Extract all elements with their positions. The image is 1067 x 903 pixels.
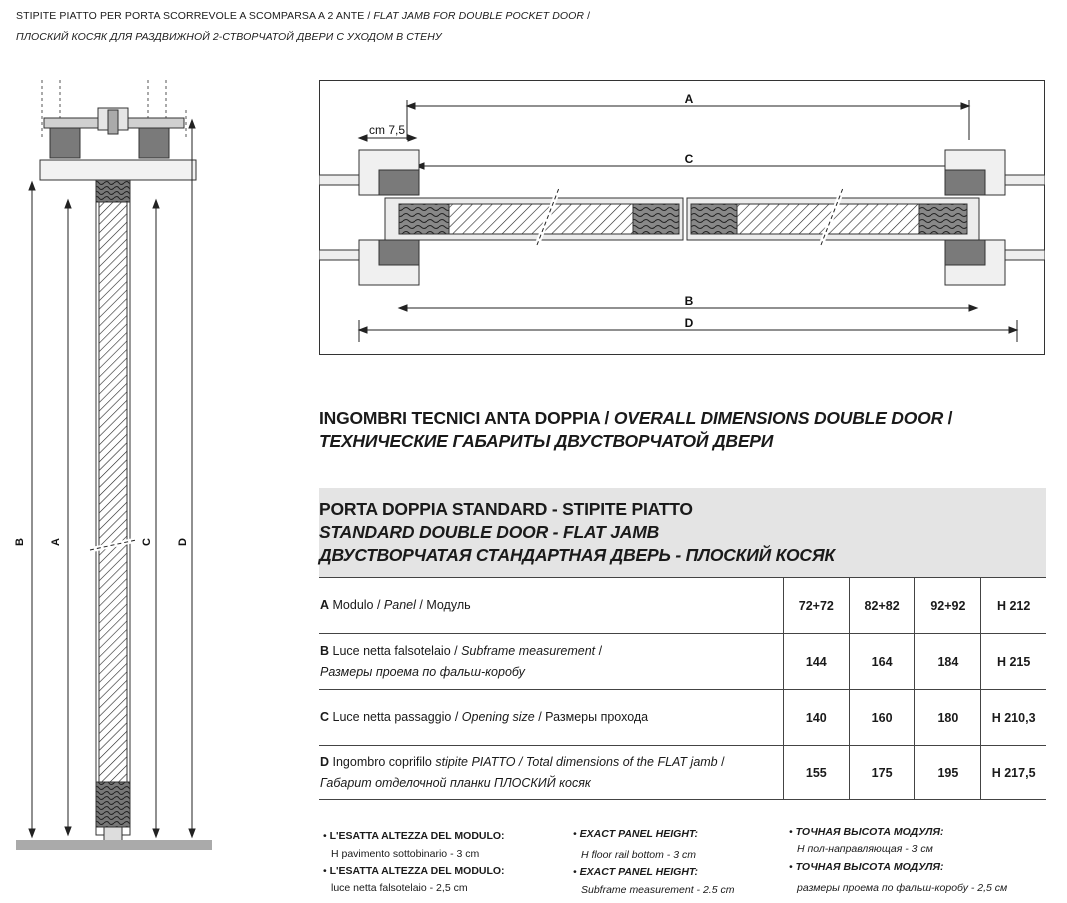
cell-value: 144 — [783, 634, 849, 690]
note-en-2-text: Subframe measurement - 2.5 cm — [581, 884, 735, 896]
table-heading — [319, 488, 1046, 577]
cell-value: H 210,3 — [981, 690, 1046, 746]
table-heading-ru: ДВУСТВОРЧАТАЯ СТАНДАРТНАЯ ДВЕРЬ - ПЛОСКИЙ КОСЯК — [319, 545, 835, 565]
cell-value: 195 — [915, 746, 981, 800]
cell-value: 164 — [849, 634, 915, 690]
dimensions-table — [319, 577, 1046, 800]
cell-value: H 215 — [981, 634, 1046, 690]
section-dim-b: B — [14, 538, 26, 546]
note-en-2-title: • EXACT PANEL HEIGHT: — [573, 866, 699, 878]
note-it-2-text: luce netta falsotelaio - 2,5 cm — [331, 882, 468, 894]
table-row — [319, 578, 1046, 634]
table-heading-it: PORTA DOPPIA STANDARD - STIPITE PIATTO — [319, 499, 693, 519]
note-en-1-text: H floor rail bottom - 3 cm — [581, 849, 696, 861]
cell-value: 160 — [849, 690, 915, 746]
cell-value: H 212 — [981, 578, 1046, 634]
panel-core-top — [96, 180, 130, 202]
cell-value: 72+72 — [783, 578, 849, 634]
bottom-guide — [104, 827, 122, 841]
header-it: STIPITE PIATTO PER PORTA SCORREVOLE A SCOMPARSA A 2 ANTE — [16, 10, 365, 22]
plan-offset-label: cm 7,5 — [369, 123, 406, 137]
section-dim-d: D — [177, 538, 189, 546]
row-label: B Luce netta falsotelaio / Subframe measurement / Размеры проема по фальш-коробу — [319, 634, 783, 690]
table-heading-en: STANDARD DOUBLE DOOR - FLAT JAMB — [319, 522, 660, 542]
cell-value: 180 — [915, 690, 981, 746]
panel-core-bottom — [96, 782, 130, 827]
plan-dim-a: A — [684, 92, 694, 106]
header-en: FLAT JAMB FOR DOUBLE POCKET DOOR — [373, 10, 585, 22]
top-rail-profile — [40, 108, 196, 180]
row-label: D Ingombro coprifilo stipite PIATTO / Total dimensions of the FLAT jamb / Габарит отделочной планки ПЛОСКИЙ косяк — [319, 746, 783, 800]
note-ru-1-title: • ТОЧНАЯ ВЫСОТА МОДУЛЯ: — [789, 826, 944, 838]
document-header-line1: STIPITE PIATTO PER PORTA SCORREVOLE A SCOMPARSA A 2 ANTE / FLAT JAMB FOR DOUBLE POCKET DOOR / — [16, 10, 591, 22]
note-it-1-title: • L'ESATTA ALTEZZA DEL MODULO: — [323, 830, 505, 842]
row-label: C Luce netta passaggio / Opening size / Размеры прохода — [319, 690, 783, 746]
cell-value: 92+92 — [915, 578, 981, 634]
cell-value: 155 — [783, 746, 849, 800]
cell-value: H 217,5 — [981, 746, 1046, 800]
cell-value: 82+82 — [849, 578, 915, 634]
cell-value: 184 — [915, 634, 981, 690]
dimensions-title-line2: ТЕХНИЧЕСКИЕ ГАБАРИТЫ ДВУСТВОРЧАТОЙ ДВЕРИ — [319, 431, 774, 451]
note-it-2-title: • L'ESATTA ALTEZZA DEL MODULO: — [323, 865, 505, 877]
note-ru-1-text: Н пол-направляющая - 3 см — [797, 843, 933, 855]
section-dim-c: C — [141, 538, 153, 546]
panel-hatch — [99, 202, 127, 782]
plan-dim-c: C — [684, 152, 694, 166]
document-header-line2: ПЛОСКИЙ КОСЯК ДЛЯ РАЗДВИЖНОЙ 2-СТВОРЧАТОЙ ДВЕРИ С УХОДОМ В СТЕНУ — [16, 31, 442, 43]
table-row — [319, 634, 1046, 690]
plan-dim-d: D — [684, 316, 694, 330]
vertical-section-drawing — [14, 80, 214, 855]
note-ru-2-title: • ТОЧНАЯ ВЫСОТА МОДУЛЯ: — [789, 861, 944, 873]
dimensions-title-line1: INGOMBRI TECNICI ANTA DOPPIA / OVERALL DIMENSIONS DOUBLE DOOR / — [319, 408, 953, 428]
plan-drawing — [319, 80, 1045, 355]
row-label: A Modulo / Panel / Модуль — [319, 578, 783, 634]
note-it-1-text: H pavimento sottobinario - 3 cm — [331, 848, 480, 860]
note-en-1-title: • EXACT PANEL HEIGHT: — [573, 828, 699, 840]
floor — [16, 840, 212, 850]
section-dim-a: A — [50, 538, 62, 546]
table-row — [319, 746, 1046, 800]
plan-dim-b: B — [684, 294, 694, 308]
cell-value: 140 — [783, 690, 849, 746]
cell-value: 175 — [849, 746, 915, 800]
table-row — [319, 690, 1046, 746]
note-ru-2-text: размеры проема по фальш-коробу - 2,5 см — [797, 882, 1008, 894]
